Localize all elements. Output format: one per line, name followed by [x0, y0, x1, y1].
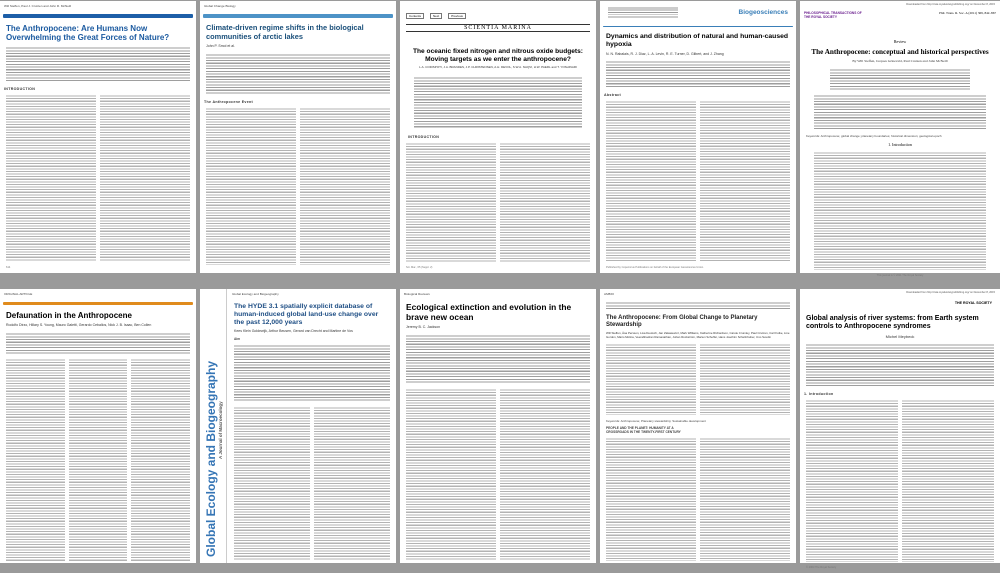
body-columns [806, 399, 994, 562]
paper-page-ambio-stewardship [600, 289, 796, 563]
section-heading: The Anthropocene Event [204, 99, 253, 104]
paper-authors: Michel Meybeck [885, 334, 915, 340]
tab-contents[interactable]: Contents [406, 13, 424, 19]
paper-page-gcb-smol [200, 1, 396, 273]
abstract-block [414, 76, 582, 128]
paper-page-meybeck-rivers [800, 289, 1000, 569]
journal-name: SCIENTIA MARINA [406, 24, 590, 32]
journal-spine [200, 289, 227, 563]
affiliations-block [830, 68, 970, 90]
journal-name: PHILOSOPHICAL TRANSACTIONS OF THE ROYAL SOCIETY [804, 11, 862, 19]
paper-authors: Rodolfo Dirzo, Hillary S. Young, Mauro Galetti, Gerardo Ceballos, Nick J. B. Isaac, Ben Collen [6, 323, 152, 328]
keywords: Keywords: Anthropocene; global change; planetary boundaries; historical dimension; geological epoch [806, 133, 942, 138]
text-column [606, 343, 696, 415]
paper-page-biogeosciences [600, 1, 796, 273]
paper-authors: John P. Smol et al. [206, 44, 235, 49]
header-bar [3, 302, 193, 305]
abstract-block [234, 344, 390, 402]
paper-title: The oceanic fixed nitrogen and nitrous oxide budgets: Moving targets as we enter the anthropocene? [413, 48, 583, 63]
body-columns [606, 100, 790, 262]
body-columns [814, 151, 986, 270]
text-column [806, 399, 898, 562]
page-footer: Sci. Mar., 65 (Suppl. 2) [406, 266, 433, 269]
paper-page-steffen-ambio [0, 1, 196, 273]
text-column [406, 142, 496, 262]
body-columns [406, 388, 590, 561]
body-columns [6, 358, 190, 561]
abstract-block [6, 332, 190, 354]
section-heading: INTRODUCTION [408, 135, 440, 140]
journal-name: THE ROYAL SOCIETY [954, 301, 992, 305]
paper-title: The Anthropocene: conceptual and historical perspectives [811, 48, 989, 56]
tab-next[interactable]: Next [430, 13, 442, 19]
affiliations-block [606, 60, 790, 88]
paper-authors: N. N. Rabalais, R. J. Diaz, L. A. Levin, R. E. Turner, D. Gilbert, and J. Zhang [606, 51, 724, 56]
page-footer: This journal is © 2011 The Royal Society [876, 274, 924, 277]
page-footer: © 2003 The Royal Society [806, 566, 837, 569]
paper-title: Global analysis of river systems: from Earth system controls to Anthropocene syndromes [806, 315, 979, 331]
section-heading: INTRODUCTION [4, 87, 36, 92]
body-columns [606, 437, 790, 561]
header-bar [203, 14, 393, 18]
section-heading: 1. Introduction [804, 392, 834, 397]
text-column [814, 151, 986, 270]
text-column [606, 437, 696, 561]
body-columns [606, 343, 790, 415]
paper-title: Dynamics and distribution of natural and human-caused hypoxia [606, 33, 789, 48]
text-column [700, 343, 790, 415]
keywords: Keywords: Anthropocene; Planetary stewardship; Sustainable development [606, 419, 706, 424]
text-column [500, 388, 590, 561]
abstract-block [206, 53, 390, 95]
section-heading: Abstract [604, 93, 621, 98]
paper-title: The Anthropocene: Are Humans Now Overwhelming the Great Forces of Nature? [6, 24, 170, 43]
text-column [314, 406, 390, 561]
text-column [406, 388, 496, 561]
paper-page-hyde-geb [200, 289, 396, 563]
nav-tabs [406, 4, 590, 22]
text-column [700, 100, 790, 262]
paper-authors: Will Steffen, Åsa Persson, Lisa Deutsch, Jan Zalasiewicz, Mark Williams, Katherine Richardson, Carole Crumley, Paul Crutzen, Carl Folke, Line Gordon, Mario Molina, Veerabhadran Ramanathan, Johan Rockström, Marten Scheffer, Hans Joachim Schellnhuber, Uno Svedin [606, 330, 790, 339]
running-header: Global Change Biology [204, 4, 236, 8]
abstract-block [806, 343, 994, 387]
journal-logo: Biogeosciences [738, 8, 788, 16]
paper-title: The HYDE 3.1 spatially explicit database of human-induced global land-use change over the past 12,000 years [234, 303, 379, 326]
meta-block [606, 301, 790, 309]
paper-title: Climate-driven regime shifts in the biological communities of arctic lakes [206, 23, 364, 41]
body-columns [206, 107, 390, 265]
section-heading: 1. Introduction [888, 141, 912, 147]
body-columns [234, 406, 390, 561]
paper-authors: By Will Steffen, Jacques Grinevald, Paul Crutzen and John McNeill [852, 59, 948, 64]
abstract-block [6, 46, 190, 82]
text-column [700, 437, 790, 561]
running-header: AMBIO [604, 292, 614, 296]
section-heading: Aim [234, 337, 241, 341]
header-bar [3, 14, 193, 18]
header-bar [603, 26, 793, 27]
text-column [300, 107, 390, 265]
download-notice: Downloaded from http://rsta.royalsocietypublishing.org/ on December 8, 2015 [906, 291, 995, 294]
text-column [234, 406, 310, 561]
text-column [69, 358, 128, 561]
journal-meta [608, 6, 678, 18]
paper-authors: Jeremy B. C. Jackson [406, 325, 441, 330]
text-column [131, 358, 190, 561]
body-columns [406, 142, 590, 262]
paper-title: Defaunation in the Anthropocene [6, 311, 132, 321]
running-header: ORIGINAL ARTICLE [4, 292, 33, 296]
body-columns [6, 94, 190, 262]
journal-spine-title: Global Ecology and Biogeography [204, 360, 218, 557]
abstract-block [406, 334, 590, 384]
paper-authors: Kees Klein Goldewijk, Arthur Beusen, Gerard van Drecht and Martine de Vos [234, 329, 353, 334]
article-kind: Review [893, 39, 907, 44]
page-footer: Published by Copernicus Publications on behalf of the European Geosciences Union. [606, 266, 704, 269]
tab-previous[interactable]: Previous [448, 13, 466, 19]
citation: Phil. Trans. R. Soc. A (2011) 369, 842–867 [939, 11, 996, 15]
page-footer: 614 [6, 266, 11, 269]
text-column [100, 94, 190, 262]
text-column [902, 399, 994, 562]
running-header: Global Ecology and Biogeography [232, 292, 279, 296]
running-header: Will Steffen, Paul J. Crutzen and John R. McNeill [4, 4, 72, 8]
paper-title: The Anthropocene: From Global Change to Planetary Stewardship [606, 315, 758, 328]
paper-page-scientia-marina [400, 1, 596, 273]
paper-page-jackson-ocean [400, 289, 596, 563]
text-column [6, 94, 96, 262]
text-column [6, 358, 65, 561]
text-column [606, 100, 696, 262]
paper-title: Ecological extinction and evolution in the brave new ocean [406, 302, 572, 322]
download-notice: Downloaded from http://rsta.royalsocietypublishing.org/ on December 8, 2015 [906, 3, 995, 6]
text-column [206, 107, 296, 265]
abstract-block [814, 94, 986, 130]
paper-authors: L.A. CODISPOTI, J.A. BRANDES, J.P. CHRISTENSEN, A.H. DEVOL, S.W.A. NAQVI, H.W. PAERL and T. YOSHINARI [419, 65, 577, 70]
paper-page-dirzo-defaunation [0, 289, 196, 563]
journal-spine-subtitle: A Journal of Macroecology [218, 401, 223, 459]
text-column [500, 142, 590, 262]
section-heading: PEOPLE AND THE PLANET: HUMANITY AT A CROSSROADS IN THE TWENTY-FIRST CENTURY [606, 426, 681, 435]
running-header: Biological Reviews [404, 292, 430, 296]
paper-page-phil-trans-steffen [800, 1, 1000, 277]
